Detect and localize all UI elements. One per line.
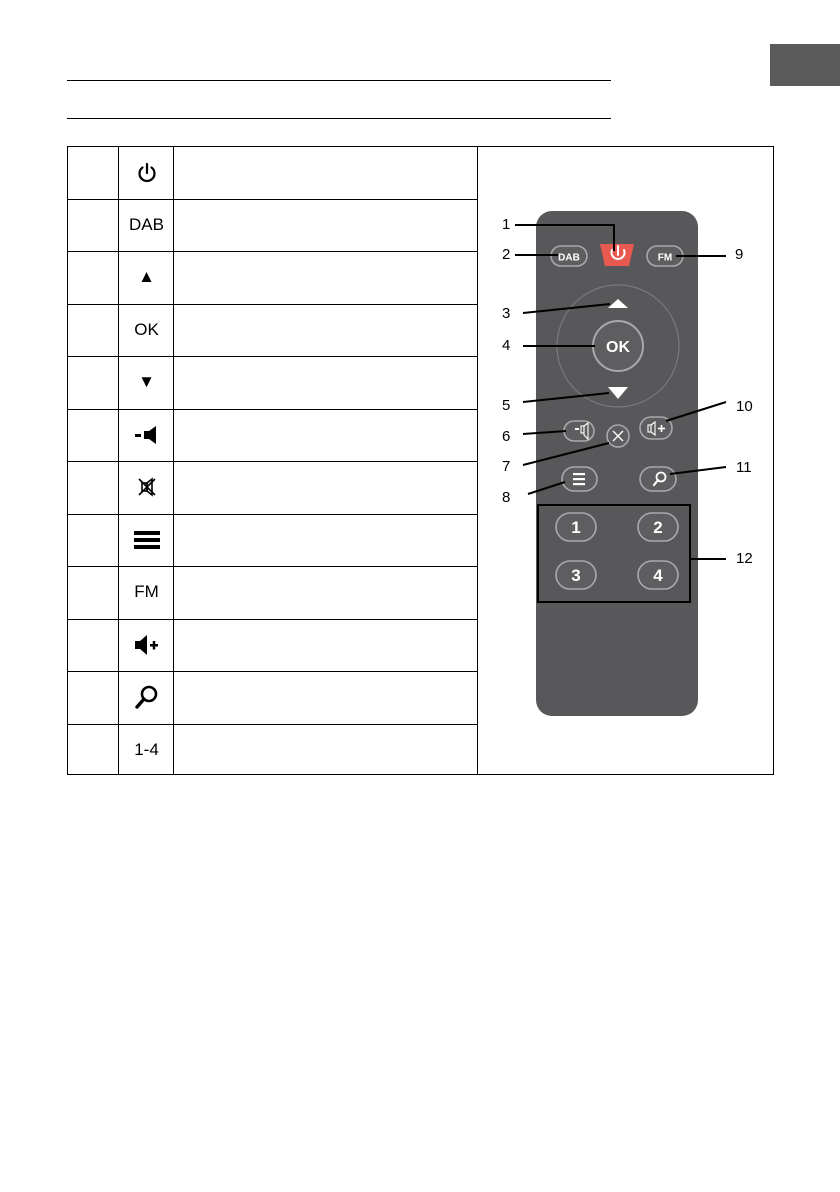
preset-2-label: 2 [653,518,663,537]
table-row-volume-down [119,409,174,461]
search-icon [135,685,159,709]
table-row-menu [119,514,174,566]
header-rule-bottom [67,118,611,119]
callout-12: 12 [736,550,753,567]
callout-11: 11 [736,459,752,476]
table-row-dab [119,199,174,251]
table-row-volume-up [119,619,174,671]
power-icon [136,162,158,184]
section-tab-marker [770,44,840,86]
remote-illustration [478,147,774,774]
table-row-up [119,251,174,303]
table-row-down [119,356,174,408]
controls-table [67,146,774,775]
table-row-ok [119,304,174,356]
callout-9: 9 [735,246,744,263]
arrow-up-icon: ▲ [138,267,155,286]
preset-1-label: 1 [571,518,581,537]
header-rule-top [67,80,611,81]
ok-button-label: OK [606,339,630,356]
preset-4-label: 4 [653,566,663,585]
volume-down-icon [134,424,160,446]
callout-2: 2 [502,246,511,263]
mute-icon [137,477,157,497]
callout-5: 5 [502,397,511,414]
arrow-down-icon: ▼ [138,372,155,391]
ok-icon: OK [134,320,159,339]
table-row-power [119,147,174,199]
callout-6: 6 [502,428,511,445]
dab-button-label: DAB [558,252,580,264]
table-row-search [119,671,174,723]
table-row-fm [119,566,174,618]
fm-icon: FM [134,582,159,601]
callout-7: 7 [502,458,511,475]
preset-3-label: 3 [571,566,581,585]
dab-icon: DAB [129,215,164,234]
callout-3: 3 [502,305,511,322]
remote-body [536,211,698,716]
table-row-mute [119,461,174,513]
menu-icon [134,531,160,549]
callout-4: 4 [502,337,511,354]
table-row-presets [119,724,174,776]
presets-icon: 1-4 [134,740,159,759]
volume-down-button [564,421,594,441]
callout-1: 1 [502,216,511,233]
callout-8: 8 [502,489,511,506]
callout-10: 10 [736,398,753,415]
remote-drawing [478,147,774,774]
fm-button-label: FM [657,252,673,264]
volume-up-icon [134,633,160,657]
